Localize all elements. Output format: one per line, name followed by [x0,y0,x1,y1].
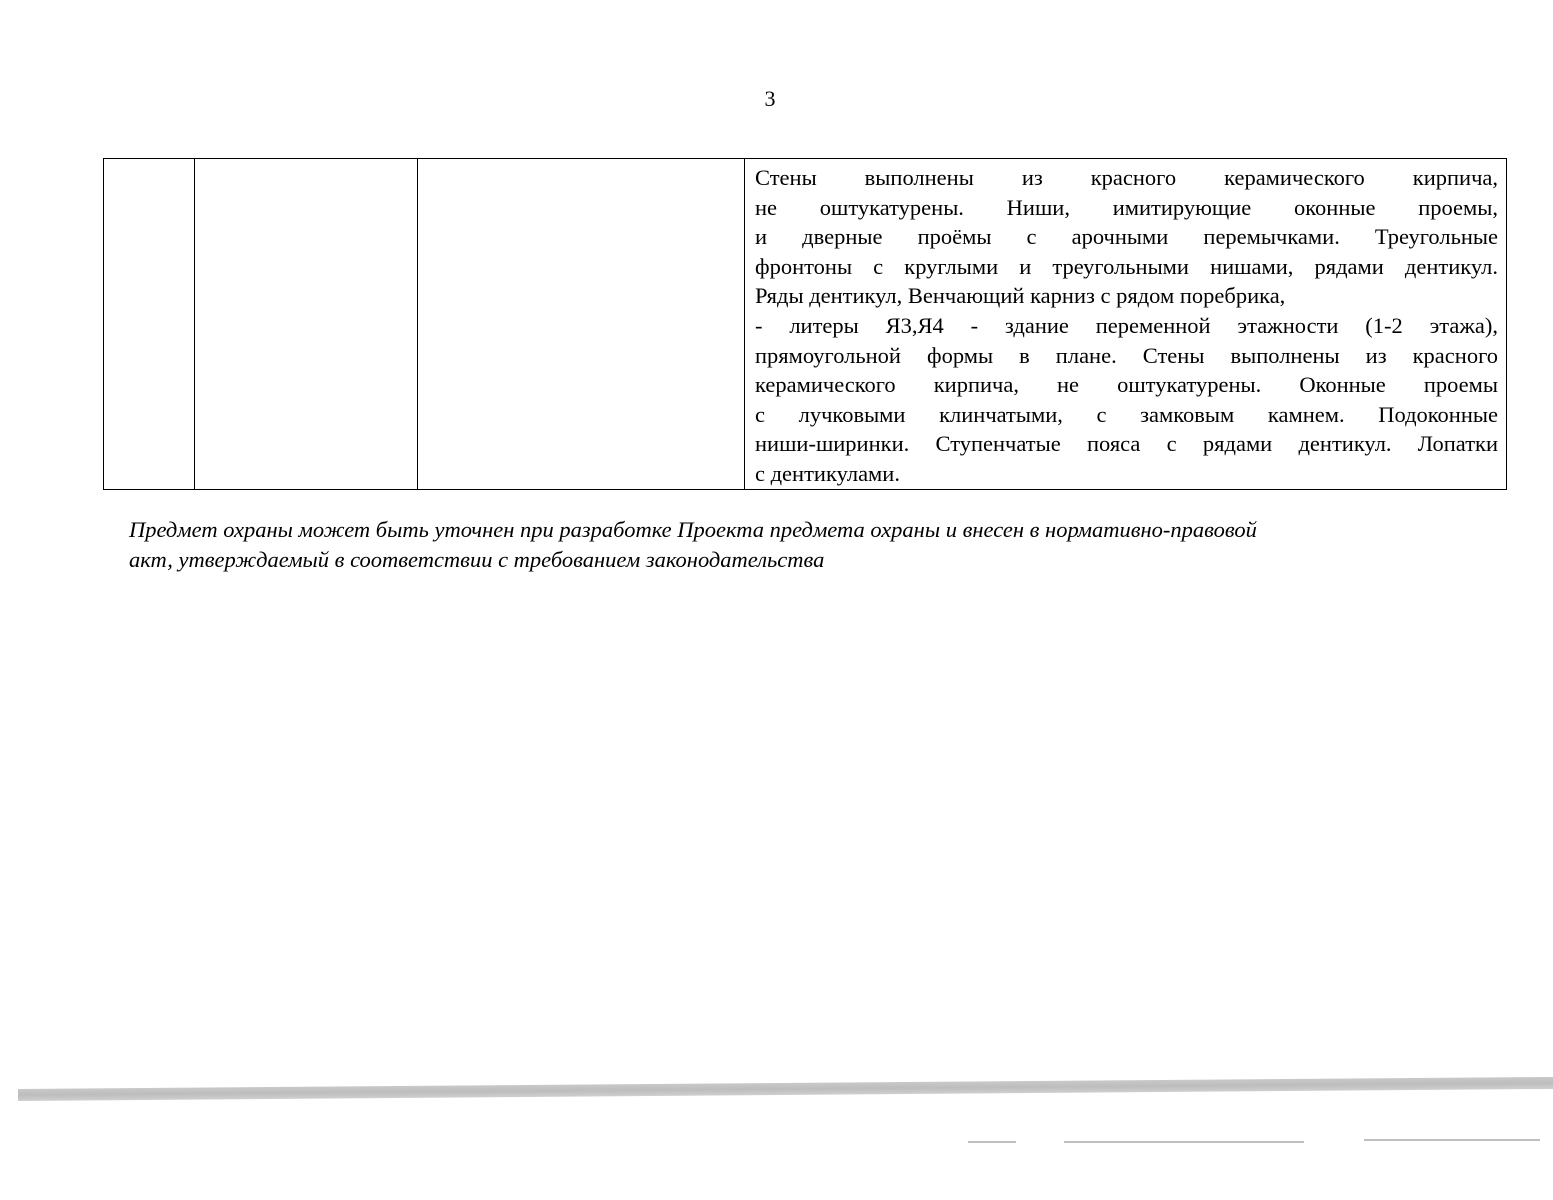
protection-subject-table [103,158,1507,490]
description-line: не оштукатурены. Ниши, имитирующие оконные проемы, [755,194,1498,220]
protection-note [129,515,1429,575]
location-cell [418,159,745,490]
description-cell [745,159,1507,490]
description-line: фронтоны с круглыми и треугольными нишами, рядами дентикул. [755,253,1498,279]
description-line: Ряды дентикул, Венчающий карниз с рядом поребрика, [755,283,1286,309]
description-line: прямоугольной формы в плане. Стены выполнены из красного [755,342,1498,368]
scan-artifact-dash [968,1141,1016,1143]
note-line: Предмет охраны может быть уточнен при разработке Проекта предмета охраны и внесен в нормативно-правовой [129,517,1257,542]
table-row [104,159,1507,490]
description-line: ниши-ширинки. Ступенчатые пояса с рядами дентикул. Лопатки [755,431,1498,457]
description-line: с лучковыми клинчатыми, с замковым камнем. Подоконные [755,401,1498,427]
description-line: Стены выполнены из красного керамического кирпича, [755,165,1498,190]
scan-artifact-dash [1364,1139,1540,1141]
name-cell [195,159,418,490]
description-line: керамического кирпича, не оштукатурены. Оконные проемы [755,372,1498,398]
note-line: акт, утверждаемый в соответствии с требованием законодательства [129,547,825,572]
scan-artifact-bar [18,1077,1553,1101]
description-line: и дверные проёмы с арочными перемычками. Треугольные [755,224,1498,250]
page-number: 3 [764,86,776,111]
number-cell [104,159,195,490]
description-line: - литеры Я3,Я4 - здание переменной этажности (1-2 этажа), [755,312,1498,338]
description-line: с дентикулами. [755,460,900,486]
scan-artifact-dash [1064,1141,1304,1143]
